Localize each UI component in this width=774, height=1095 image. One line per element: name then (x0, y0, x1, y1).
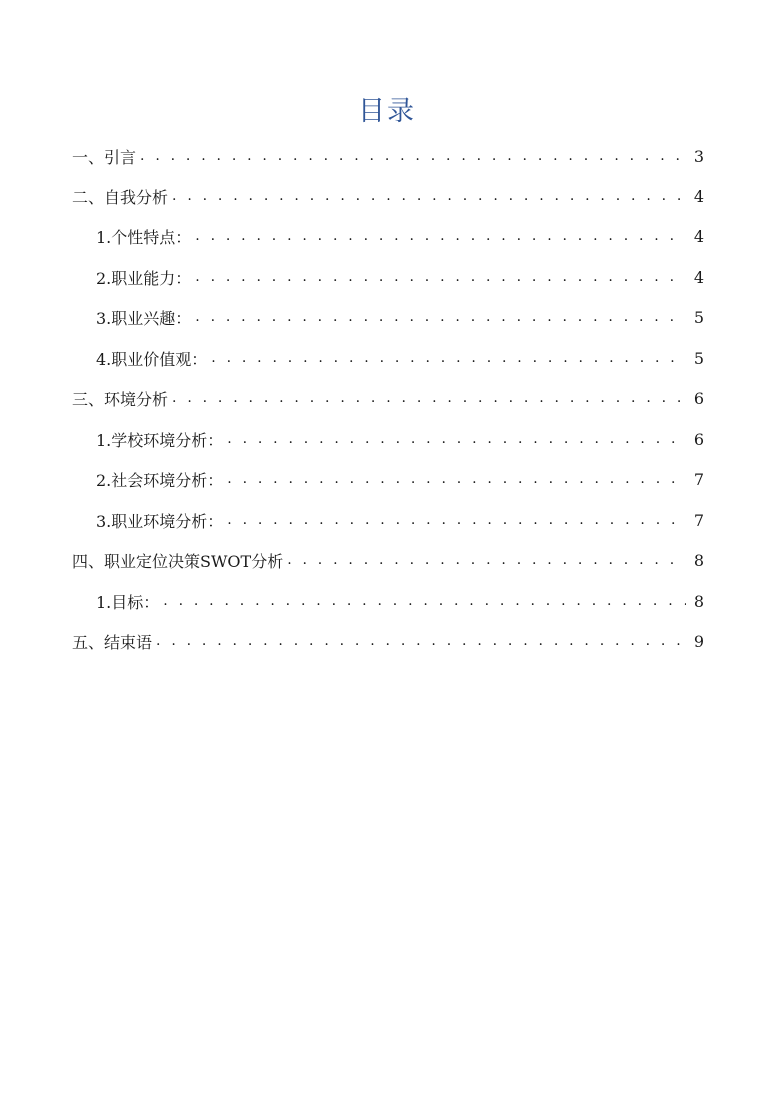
toc-entry-page: 9 (686, 632, 704, 651)
toc-title: 目录 (358, 96, 416, 127)
toc-dot-leader (211, 350, 686, 366)
toc-dot-leader (287, 552, 686, 568)
toc-dot-leader (163, 593, 686, 609)
toc-entry-label: 3.职业环境分析： (96, 509, 227, 532)
toc-dot-leader (195, 269, 686, 285)
toc-entry[interactable] (72, 627, 704, 655)
toc-entry[interactable] (72, 384, 704, 412)
toc-entry-label: 3.职业兴趣： (96, 306, 195, 329)
toc-entry-label: 1.学校环境分析： (96, 428, 227, 451)
toc-entry-label: 四、职业定位决策SWOT分析 (72, 549, 287, 572)
toc-entry-label: 二、自我分析 (72, 185, 172, 208)
toc-entry-page: 7 (686, 470, 704, 489)
toc-entry-page: 6 (686, 430, 704, 449)
toc-entry-label: 1.目标： (96, 590, 163, 613)
toc-entry-page: 5 (686, 308, 704, 327)
toc-entry-page: 5 (686, 349, 704, 368)
toc-entry-page: 4 (686, 268, 704, 287)
toc-entry[interactable] (96, 465, 704, 493)
toc-entry-page: 3 (686, 147, 704, 166)
toc-dot-leader (227, 471, 686, 487)
toc-entry-label: 1.个性特点： (96, 225, 195, 248)
toc-dot-leader (227, 431, 686, 447)
toc-entry-label: 4.职业价值观： (96, 347, 211, 370)
toc-entry[interactable] (72, 182, 704, 210)
toc-dot-leader (140, 148, 686, 164)
toc-entry-page: 6 (686, 389, 704, 408)
toc-entry-label: 三、环境分析 (72, 387, 172, 410)
toc-entry-page: 8 (686, 592, 704, 611)
toc-entry-label: 2.职业能力： (96, 266, 195, 289)
toc-entry[interactable] (96, 587, 704, 615)
toc-entry[interactable] (96, 425, 704, 453)
toc-entry-page: 8 (686, 551, 704, 570)
toc-entry[interactable] (96, 263, 704, 291)
toc-entry[interactable] (96, 344, 704, 372)
toc-entry-page: 4 (686, 187, 704, 206)
toc-dot-leader (195, 309, 686, 325)
toc-entry-label: 一、引言 (72, 145, 140, 168)
toc-entry[interactable] (96, 303, 704, 331)
toc-entry-label: 五、结束语 (72, 630, 156, 653)
toc-entry-page: 4 (686, 227, 704, 246)
toc-entry[interactable] (72, 546, 704, 574)
toc-dot-leader (195, 228, 686, 244)
toc-entry[interactable] (96, 506, 704, 534)
toc-dot-leader (172, 390, 686, 406)
toc-dot-leader (227, 512, 686, 528)
toc-entry-label: 2.社会环境分析： (96, 468, 227, 491)
toc-dot-leader (156, 633, 686, 649)
toc-dot-leader (172, 188, 686, 204)
toc-entry-page: 7 (686, 511, 704, 530)
toc-entry[interactable] (96, 222, 704, 250)
toc-entry[interactable] (72, 142, 704, 170)
